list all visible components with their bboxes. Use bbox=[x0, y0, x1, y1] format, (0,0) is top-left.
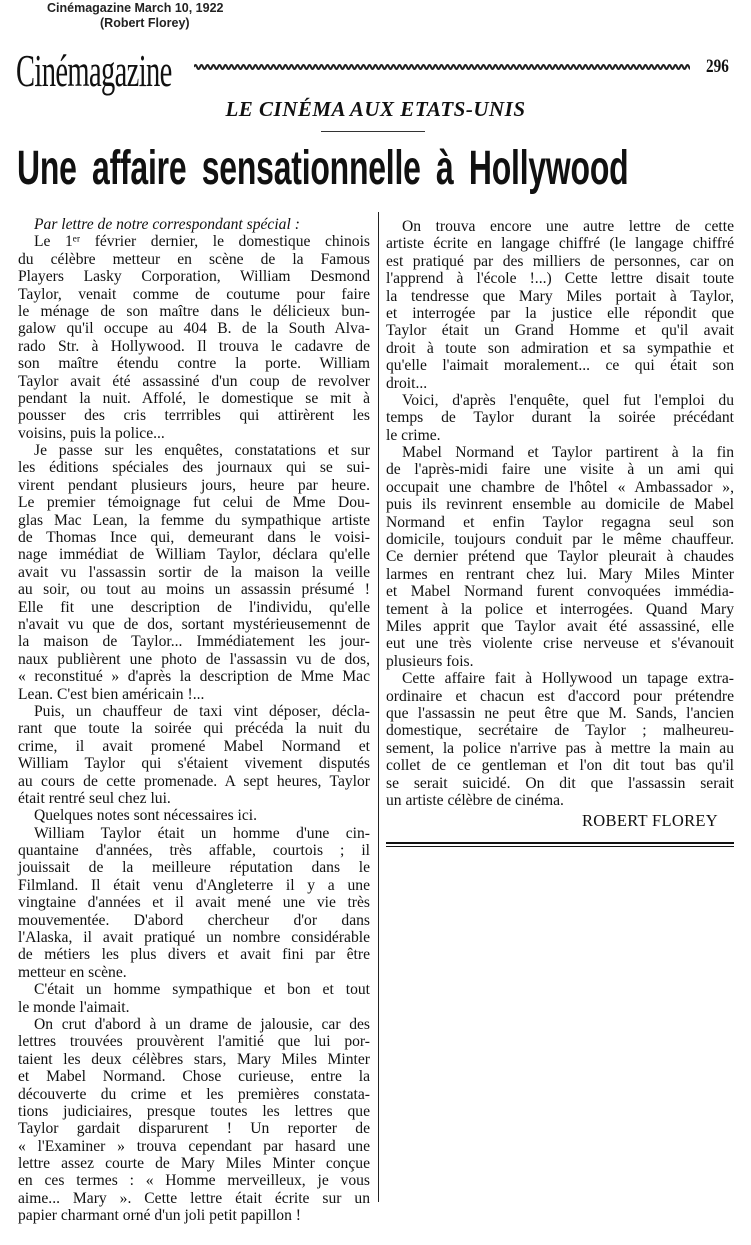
text-line: rant que toute la soirée qui précéda la nuit du bbox=[18, 720, 370, 738]
paragraph bbox=[386, 670, 734, 809]
text-line: Taylor avait été assassiné d'un coup de revolver bbox=[18, 372, 370, 390]
text-line: papier charmant orné d'un joli petit papillon ! bbox=[18, 1207, 301, 1225]
text-line: et interrogée par la justice elle répondit que bbox=[386, 304, 734, 322]
text-line: C'était un homme sympathique et bon et tout bbox=[34, 981, 370, 999]
text-line: Elle fit une description de l'individu, qu'elle bbox=[18, 598, 370, 616]
text-line: et Mabel Normand furent convoquées immédia- bbox=[386, 583, 734, 601]
paragraph bbox=[18, 442, 370, 703]
text-line: plusieurs fois. bbox=[386, 652, 474, 670]
text-line: l'Alaska, il avait pratiqué un nombre considérable bbox=[18, 929, 370, 947]
text-line: le ménage de son maître dans le délicieux bun- bbox=[18, 302, 370, 320]
text-line: « l'Examiner » trouva cependant par hasard une bbox=[18, 1137, 370, 1155]
text-line: temps de Taylor durant la soirée précédant bbox=[386, 409, 734, 427]
author-annotation: (Robert Florey) bbox=[100, 16, 190, 30]
text-line: aime... Mary ». Cette lettre était écrite sur un bbox=[18, 1189, 370, 1207]
text-line: Normand et enfin Taylor regagna seul son bbox=[386, 513, 734, 531]
text-line: au soir, ou tout au moins un assassin présumé ! bbox=[18, 581, 370, 599]
text-line: Cette affaire fait à Hollywood un tapage extra- bbox=[402, 670, 734, 688]
text-line: collet de ce gentleman et l'on dit tout bas qu'il bbox=[386, 757, 734, 775]
text-line: artiste écrite en langage chiffré (le langage chiffré bbox=[386, 235, 734, 253]
text-line: la tendresse que Mary Miles portait à Taylor, bbox=[386, 287, 734, 305]
text-line: son maître étendu contre la porte. William bbox=[18, 355, 370, 373]
column-divider bbox=[378, 212, 379, 1202]
text-line: Voici, d'après l'enquête, quel fut l'emploi du bbox=[402, 391, 734, 409]
text-line: virent pendant plusieurs jours, heure par heure. bbox=[18, 476, 370, 494]
paragraph bbox=[18, 1016, 370, 1225]
text-line: tement à la police et interrogées. Quand Mary bbox=[386, 600, 734, 618]
text-line: de métiers les plus divers et avait fini par être bbox=[18, 946, 370, 964]
text-line: lettre assez courte de Mary Miles Minter conçue bbox=[18, 1155, 370, 1173]
text-line: droit... bbox=[386, 374, 428, 392]
text-line: Filmland. Il était venu d'Angleterre il y a une bbox=[18, 876, 370, 894]
text-line: Mabel Normand et Taylor partirent à la fin bbox=[402, 444, 734, 462]
source-annotation: Cinémagazine March 10, 1922 bbox=[47, 1, 224, 15]
text-line: galow qu'il occupe au 404 B. de la South Alva- bbox=[18, 320, 370, 338]
paragraph bbox=[18, 703, 370, 807]
text-line: ordinaire et chacun est d'accord pour prétendre bbox=[386, 687, 734, 705]
end-rule bbox=[386, 842, 734, 847]
text-line: les éditions spéciales des journaux qui se sui- bbox=[18, 459, 370, 477]
paragraph bbox=[18, 216, 370, 233]
paragraph bbox=[386, 392, 734, 444]
text-line: de l'après-midi faire une visite à un ami qui bbox=[386, 461, 734, 479]
text-line: en ces termes : « Homme merveilleux, je vous bbox=[18, 1172, 370, 1190]
paragraph bbox=[18, 807, 370, 824]
text-line: pousser des cris terrribles qui attirèrent les bbox=[18, 407, 370, 425]
divider bbox=[321, 131, 425, 132]
text-line: et Mabel Normand. Chose curieuse, entre la bbox=[18, 1068, 370, 1086]
text-line: Le 1ᵉʳ février dernier, le domestique chinois bbox=[34, 233, 370, 251]
text-line: Par lettre de notre correspondant spécial : bbox=[34, 216, 300, 233]
text-line: que l'assassin ne peut être que M. Sands, l'ancien bbox=[386, 704, 734, 722]
text-line: Players Lasky Corporation, William Desmond bbox=[18, 268, 370, 286]
text-line: la maison de Taylor... Immédiatement les jour- bbox=[18, 633, 370, 651]
text-line: le crime. bbox=[386, 426, 441, 444]
text-line: du célèbre metteur en scène de la Famous bbox=[18, 250, 370, 268]
right-column bbox=[386, 218, 734, 847]
text-line: rado Str. à Hollywood. Il trouva le cadavre de bbox=[18, 337, 370, 355]
text-line: « reconstitué » d'après la description de Mme Mac bbox=[18, 668, 370, 686]
text-line: William Taylor qui s'étaient vivement disputés bbox=[18, 755, 370, 773]
text-line: le monde l'aimait. bbox=[18, 998, 130, 1016]
text-line: On crut d'abord à un drame de jalousie, car des bbox=[34, 1015, 370, 1033]
text-line: Quelques notes sont nécessaires ici. bbox=[34, 807, 258, 825]
text-line: puis ils revinrent ensemble au domicile de Mabel bbox=[386, 496, 734, 514]
text-line: au cours de cette promenade. A sept heures, Taylor bbox=[18, 772, 370, 790]
text-line: crime, il avait promené Mabel Normand et bbox=[18, 737, 370, 755]
text-line: naux publièrent une photo de l'assassin vu de dos, bbox=[18, 650, 370, 668]
text-line: est pratiqué par des milliers de personnes, car on bbox=[386, 252, 734, 270]
signature: ROBERT FLOREY bbox=[582, 811, 718, 831]
text-line: Taylor, venait comme de coutume pour faire bbox=[18, 285, 370, 303]
text-line: découverte du crime et les premières constata- bbox=[18, 1085, 370, 1103]
text-line: un artiste célèbre de cinéma. bbox=[386, 791, 564, 809]
paragraph bbox=[18, 233, 370, 442]
text-line: Le premier témoignage fut celui de Mme Dou- bbox=[18, 494, 370, 512]
paragraph bbox=[18, 981, 370, 1016]
text-line: n'avait vu que de dos, sortant mystérieusemennt de bbox=[18, 615, 370, 633]
text-line: glas Mac Lean, la femme du sympathique artiste bbox=[18, 511, 370, 529]
text-line: On trouva encore une autre lettre de cette bbox=[402, 218, 734, 235]
text-line: tions judiciaires, presque toutes les lettres que bbox=[18, 1102, 370, 1120]
text-line: voisins, puis la police... bbox=[18, 424, 165, 442]
text-line: eut une très violente crise nerveuse et s'évanouit bbox=[386, 635, 734, 653]
text-line: qu'elle l'aimait moralement... ce qui était son bbox=[386, 357, 734, 375]
text-line: sement, la police n'arrive pas à mettre la main au bbox=[386, 739, 734, 757]
text-line: Lean. C'est bien américain !... bbox=[18, 685, 205, 703]
masthead-title: Cinémagazine bbox=[16, 45, 172, 96]
article-headline: Une affaire sensationnelle à Hollywood bbox=[17, 142, 629, 195]
text-line: mouvementée. D'abord chercheur d'or dans bbox=[18, 911, 370, 929]
text-line: était rentré seul chez lui. bbox=[18, 789, 171, 807]
text-line: occupait une chambre de l'hôtel « Ambassador », bbox=[386, 478, 734, 496]
text-line: de Thomas Ince qui, demeurant dans le voisi- bbox=[18, 529, 370, 547]
text-line: Je passe sur les enquêtes, constatations et sur bbox=[34, 442, 370, 460]
section-kicker: LE CINÉMA AUX ETATS-UNIS bbox=[225, 97, 526, 121]
text-line: taient les deux célèbres stars, Mary Miles Minter bbox=[18, 1050, 370, 1068]
text-line: vingtaine d'années et il avait mené une vie très bbox=[18, 894, 370, 912]
text-line: jouissait de la meilleure réputation dans le bbox=[18, 859, 370, 877]
text-line: pendant la nuit. Affolé, le domestique se mit à bbox=[18, 389, 370, 407]
wavy-rule bbox=[194, 62, 690, 72]
text-line: lettres trouvées prouvèrent l'amitié que lui por- bbox=[18, 1033, 370, 1051]
text-line: Taylor était un Grand Homme et qu'il avait bbox=[386, 322, 734, 340]
text-line: Miles apprit que Taylor avait été assassiné, elle bbox=[386, 617, 734, 635]
paragraph bbox=[386, 444, 734, 670]
text-line: se serait suicidé. On dit que l'assassin serait bbox=[386, 774, 734, 792]
left-column bbox=[18, 216, 370, 1225]
text-line: domicile, toujours conduit par le même chauffeur. bbox=[386, 531, 734, 549]
text-line: avait vu l'assassin sortir de la maison la veille bbox=[18, 563, 370, 581]
text-line: nage immédiat de William Taylor, déclara qu'elle bbox=[18, 546, 370, 564]
text-line: Taylor gardait disparurent ! Un reporter de bbox=[18, 1120, 370, 1138]
text-line: William Taylor était un homme d'une cin- bbox=[34, 824, 370, 842]
text-line: l'apprend à l'école !...) Cette lettre disait toute bbox=[386, 270, 734, 288]
paragraph bbox=[18, 825, 370, 982]
paragraph bbox=[386, 218, 734, 392]
text-line: metteur en scène. bbox=[18, 963, 127, 981]
page-number: 296 bbox=[706, 56, 729, 77]
text-line: Ce dernier prétend que Taylor pleurait à chaudes bbox=[386, 548, 734, 566]
text-line: larmes en rentrant chez lui. Mary Miles Minter bbox=[386, 565, 734, 583]
text-line: quantaine d'années, très affable, courtois ; il bbox=[18, 842, 370, 860]
text-line: domestique, secrétaire de Taylor ; malheureu- bbox=[386, 722, 734, 740]
text-line: Puis, un chauffeur de taxi vint déposer, décla- bbox=[34, 702, 370, 720]
text-line: droit à toute son admiration et sa sympathie et bbox=[386, 339, 734, 357]
